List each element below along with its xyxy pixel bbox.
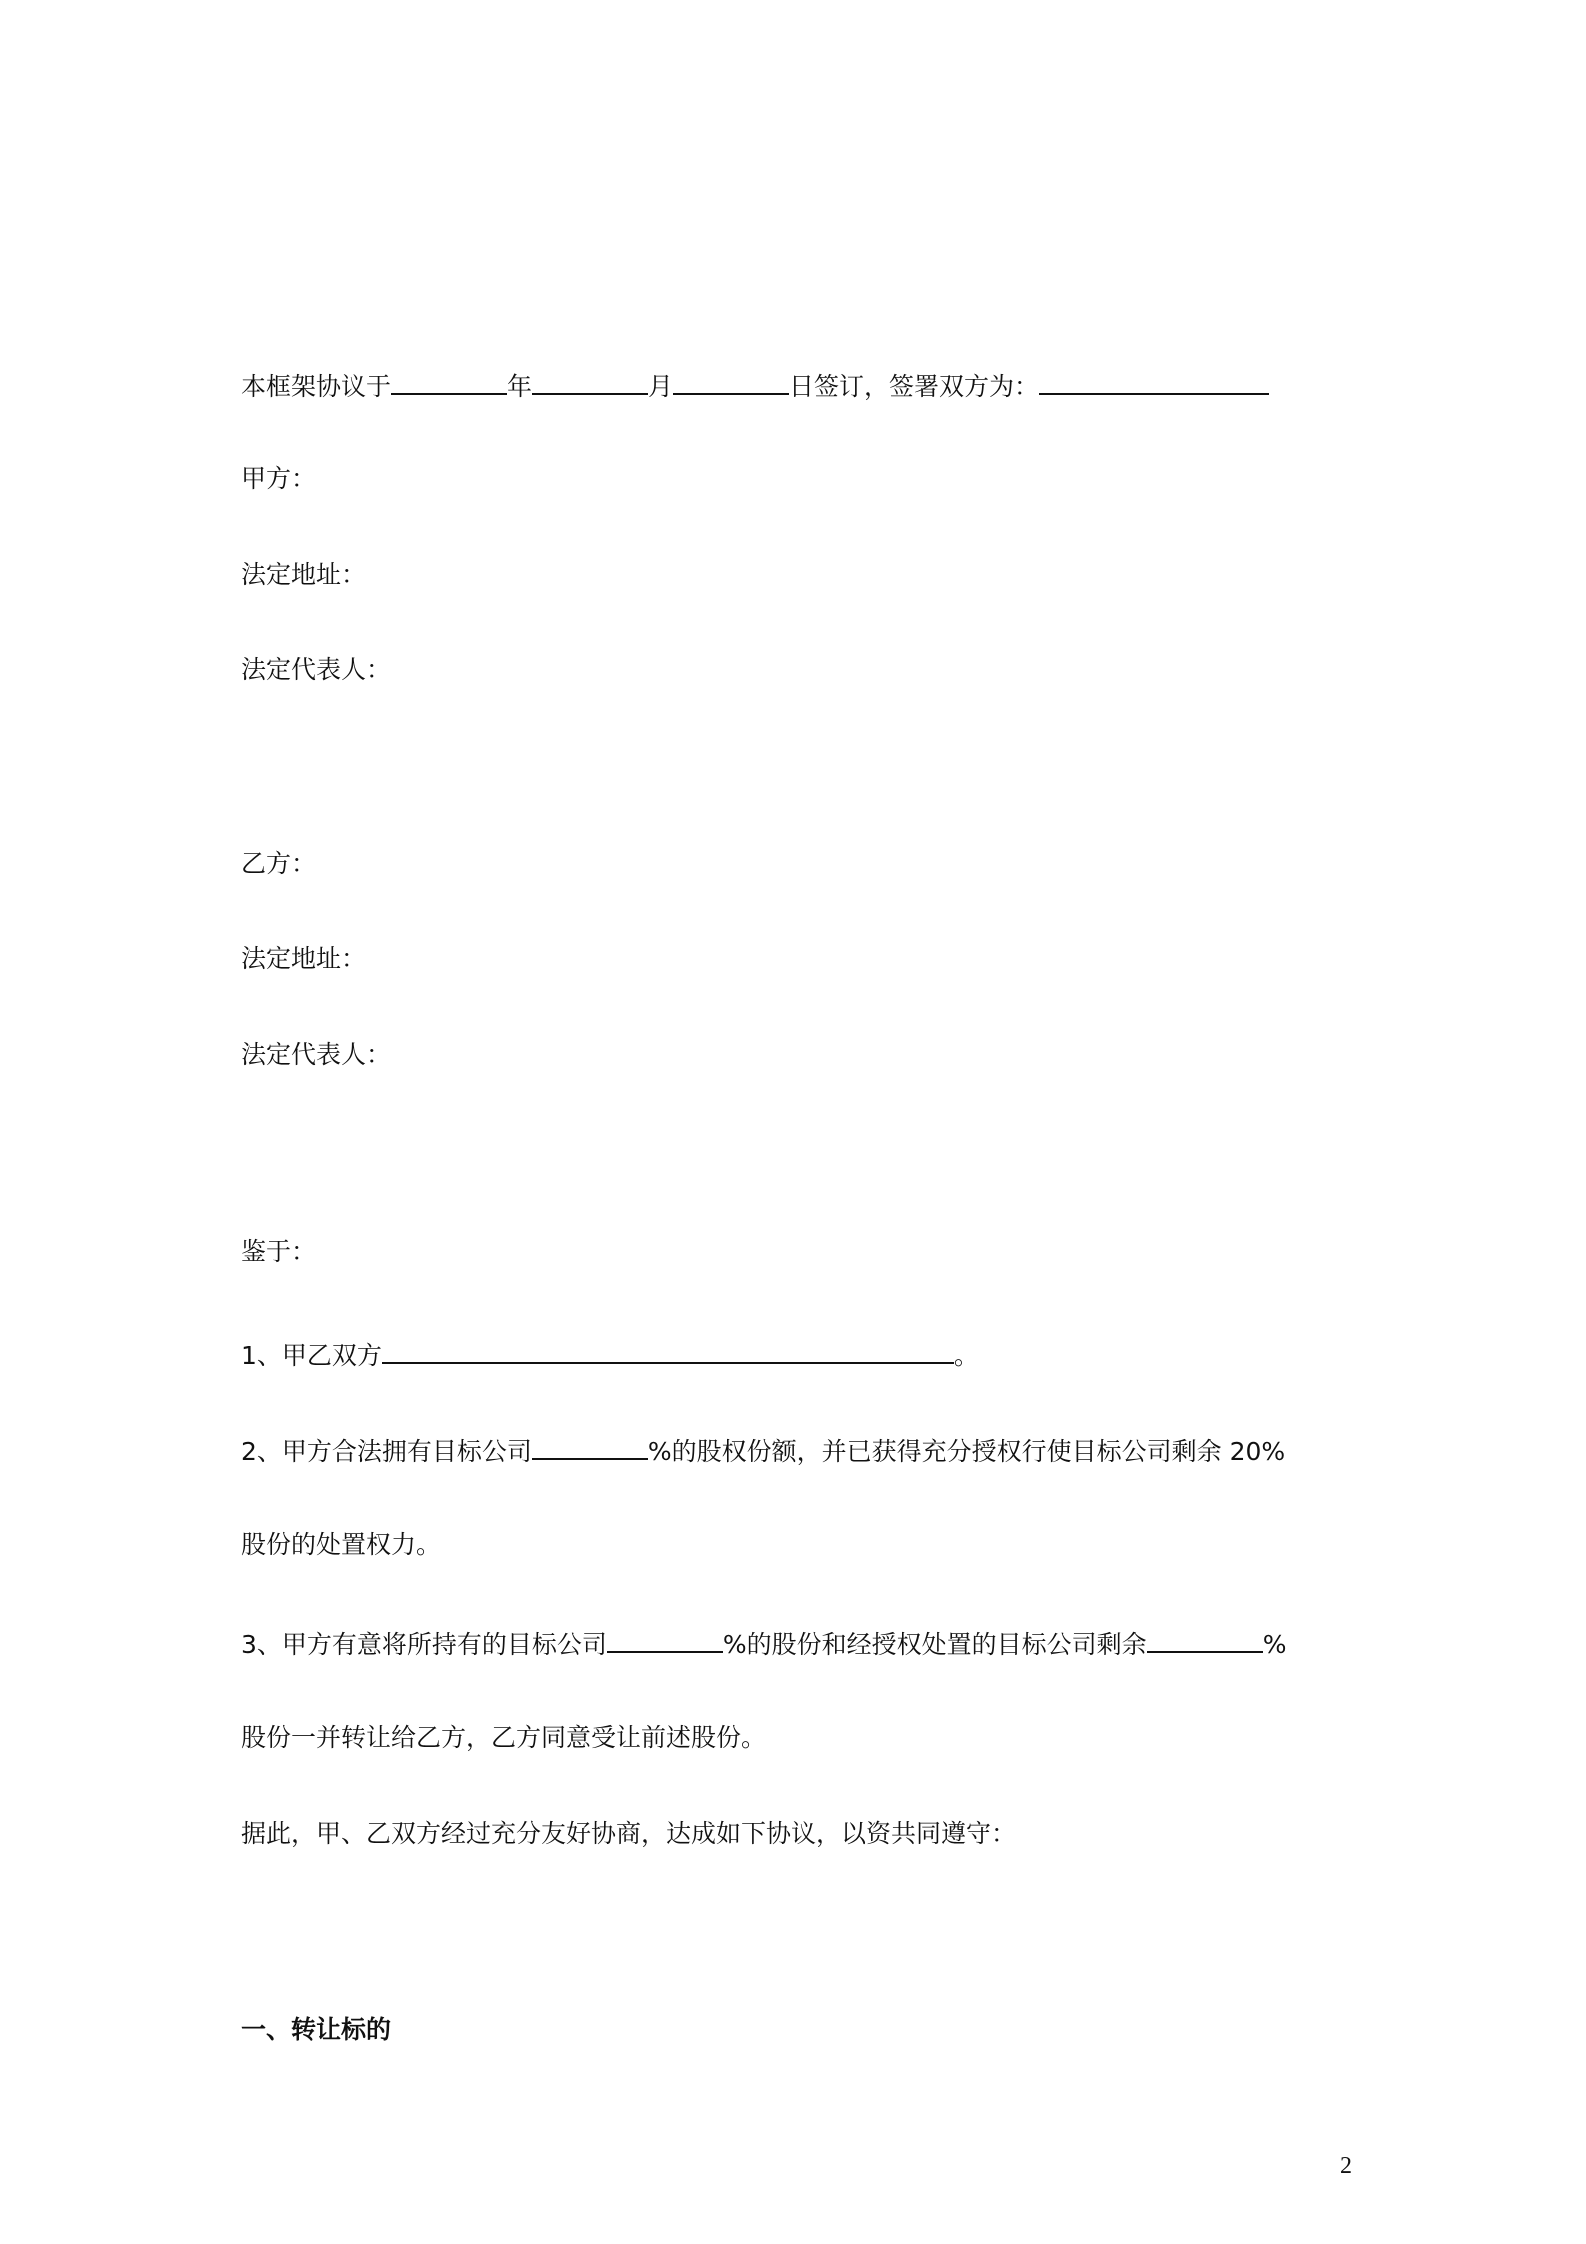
item3-suffix: % <box>1262 1630 1287 1659</box>
year-blank[interactable] <box>391 367 507 395</box>
item3-prefix: 3、甲方有意将所持有的目标公司 <box>241 1630 607 1659</box>
party-b-label: 乙方： <box>241 849 317 878</box>
month-blank[interactable] <box>532 367 648 395</box>
conclusion-text: 据此，甲、乙双方经过充分友好协商，达成如下协议，以资共同遵守： <box>241 1819 1017 1848</box>
whereas-item-2-continued: 股份的处置权力。 <box>241 1530 442 1559</box>
item3-percent-blank[interactable] <box>607 1625 723 1653</box>
page-number: 2 <box>1340 2153 1352 2179</box>
year-label: 年 <box>507 372 533 401</box>
whereas-label: 鉴于： <box>241 1237 317 1266</box>
item2-percent-blank[interactable] <box>532 1432 648 1460</box>
party-a-representative-label: 法定代表人： <box>241 655 392 684</box>
day-label: 日签订，签署双方为： <box>789 372 1040 401</box>
whereas-item-2 <box>241 1432 1285 1469</box>
item3-mid: %的股份和经授权处置的目标公司剩余 <box>722 1630 1147 1659</box>
item2-prefix: 2、甲方合法拥有目标公司 <box>241 1437 532 1466</box>
party-a-label: 甲方： <box>241 464 317 493</box>
agreement-intro-line <box>241 367 1269 404</box>
item2-suffix: %的股权份额，并已获得充分授权行使目标公司剩余 20% <box>647 1437 1286 1466</box>
item3-remaining-percent-blank[interactable] <box>1147 1625 1263 1653</box>
item1-prefix: 1、甲乙双方 <box>241 1341 382 1370</box>
item1-blank[interactable] <box>382 1336 954 1364</box>
day-blank[interactable] <box>673 367 789 395</box>
whereas-item-1 <box>241 1336 979 1373</box>
section-1-heading: 一、转让标的 <box>241 2015 392 2044</box>
month-label: 月 <box>648 372 674 401</box>
party-b-address-label: 法定地址： <box>241 944 367 973</box>
party-b-representative-label: 法定代表人： <box>241 1040 392 1069</box>
whereas-item-3-continued: 股份一并转让给乙方，乙方同意受让前述股份。 <box>241 1723 767 1752</box>
item1-suffix: 。 <box>953 1341 979 1370</box>
whereas-item-3 <box>241 1625 1286 1662</box>
party-a-address-label: 法定地址： <box>241 560 367 589</box>
intro-prefix: 本框架协议于 <box>241 372 392 401</box>
signing-parties-blank[interactable] <box>1039 367 1269 395</box>
